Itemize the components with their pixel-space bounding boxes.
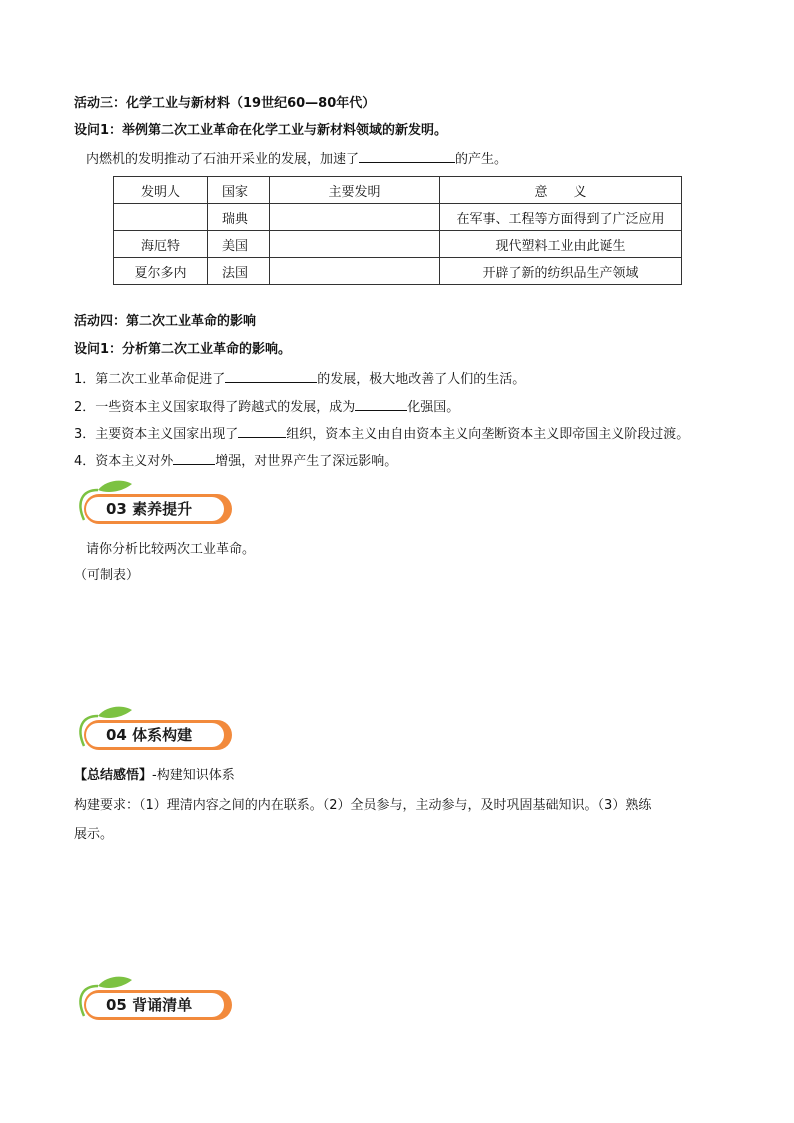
item-text: 组织，资本主义由自由资本主义向垄断资本主义即帝国主义阶段过渡。 <box>286 427 690 442</box>
item-number: 3． <box>74 427 96 442</box>
table-cell[interactable] <box>270 204 440 231</box>
section03-line2: （可制表） <box>74 568 140 583</box>
item-number: 2． <box>74 400 96 415</box>
section-badge-05 <box>74 976 244 1022</box>
section-badge-04 <box>74 706 244 752</box>
table-cell: 美国 <box>208 231 270 258</box>
item-text: 资本主义对外 <box>95 454 174 469</box>
requirements-line1: 构建要求：（1）理清内容之间的内在联系。（2）全员参与，主动参与，及时巩固基础知识。（3）熟练 <box>74 798 652 813</box>
inventions-table <box>113 176 682 285</box>
blank-field[interactable] <box>238 423 286 438</box>
activity4-task: 设问1：分析第二次工业革命的影响。 <box>74 342 292 357</box>
table-header-row <box>114 177 682 204</box>
badge-label: 04 体系构建 <box>86 723 224 747</box>
item-text: 主要资本主义国家出现了 <box>95 427 239 442</box>
table-cell: 瑞典 <box>208 204 270 231</box>
item-text: 的发展，极大地改善了人们的生活。 <box>317 372 526 387</box>
requirements-line2: 展示。 <box>74 827 114 842</box>
item-text: 一些资本主义国家取得了跨越式的发展，成为 <box>95 400 356 415</box>
blank-field[interactable] <box>359 148 455 163</box>
header-cell: 主要发明 <box>270 177 440 204</box>
blank-field[interactable] <box>173 450 215 465</box>
item-text: 第二次工业革命促进了 <box>95 372 226 387</box>
table-cell: 在军事、工程等方面得到了广泛应用 <box>440 204 682 231</box>
header-cell: 国家 <box>208 177 270 204</box>
item-number: 1． <box>74 372 96 387</box>
table-row <box>114 204 682 231</box>
table-cell: 夏尔多内 <box>114 258 208 285</box>
header-cell: 发明人 <box>114 177 208 204</box>
section03-line1: 请你分析比较两次工业革命。 <box>86 542 256 557</box>
summary-bold: 【总结感悟】 <box>74 768 153 783</box>
header-cell: 意 义 <box>440 177 682 204</box>
table-cell[interactable] <box>114 204 208 231</box>
activity3-heading: 活动三：化学工业与新材料（19世纪60—80年代） <box>74 96 376 111</box>
section-badge-03 <box>74 480 244 526</box>
activity3-task: 设问1：举例第二次工业革命在化学工业与新材料领域的新发明。 <box>74 123 448 138</box>
table-cell: 开辟了新的纺织品生产领域 <box>440 258 682 285</box>
table-cell: 法国 <box>208 258 270 285</box>
activity3-intro <box>86 148 507 169</box>
item-text: 化强国。 <box>407 400 460 415</box>
summary-rest: -构建知识体系 <box>152 768 235 783</box>
table-cell[interactable] <box>270 231 440 258</box>
table-cell: 海厄特 <box>114 231 208 258</box>
blank-field[interactable] <box>355 396 407 411</box>
impact-item-2 <box>74 396 459 417</box>
summary-line <box>74 767 235 785</box>
blank-field[interactable] <box>225 368 317 383</box>
impact-item-3 <box>74 423 689 444</box>
impact-item-4 <box>74 450 397 471</box>
table-row <box>114 258 682 285</box>
intro-before: 内燃机的发明推动了石油开采业的发展，加速了 <box>86 152 360 167</box>
table-cell[interactable] <box>270 258 440 285</box>
item-number: 4． <box>74 454 96 469</box>
activity4-heading: 活动四：第二次工业革命的影响 <box>74 314 257 329</box>
intro-after: 的产生。 <box>455 152 508 167</box>
table-cell: 现代塑料工业由此诞生 <box>440 231 682 258</box>
badge-label: 05 背诵清单 <box>86 993 224 1017</box>
table-row <box>114 231 682 258</box>
badge-label: 03 素养提升 <box>86 497 224 521</box>
item-text: 增强，对世界产生了深远影响。 <box>215 454 398 469</box>
impact-item-1 <box>74 368 525 389</box>
